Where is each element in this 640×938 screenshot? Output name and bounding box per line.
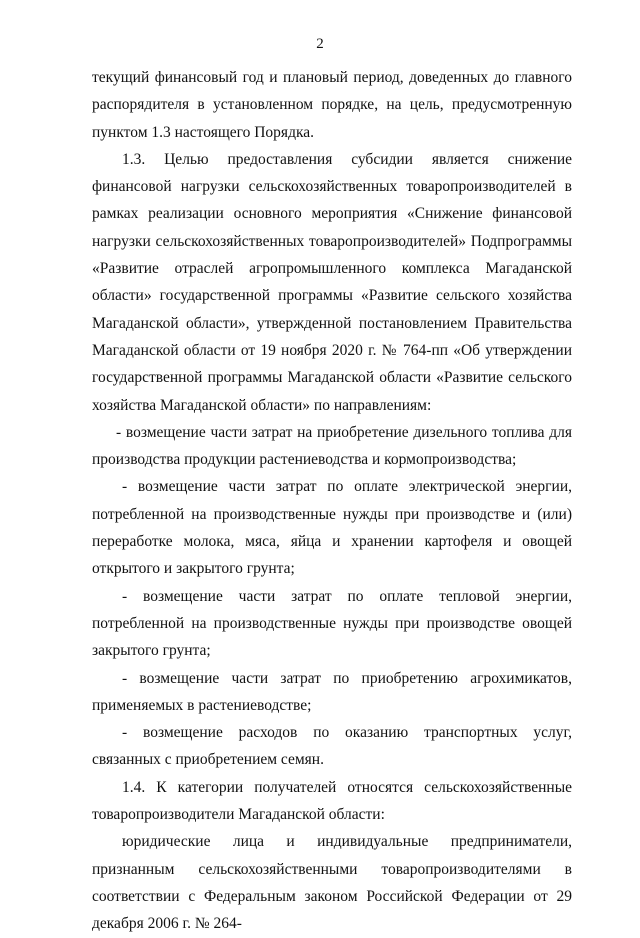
list-item-electricity: - возмещение части затрат по оплате электрической энергии, потребленной на производственные нужды при производстве и (или) переработке молока, мяса, яйца и хранении картофеля и овощей открытого и закрытого грунта; bbox=[92, 478, 572, 578]
page-number: 2 bbox=[316, 36, 324, 52]
list-item-heat: - возмещение части затрат по оплате тепловой энергии, потребленной на производственные нужды при производстве овощей закрытого грунта; bbox=[92, 587, 572, 660]
paragraph-recipients: юридические лица и индивидуальные предприниматели, признанным сельскохозяйственными товаропроизводителями в соответствии с Федеральным законом Российской Федерации от 29 декабря 2006 г. № 264- bbox=[92, 833, 572, 933]
list-item-agrochemicals: - возмещение части затрат по приобретению агрохимикатов, применяемых в растениеводстве; bbox=[92, 669, 572, 714]
paragraph-1-3: 1.3. Целью предоставления субсидии является снижение финансовой нагрузки сельскохозяйственных товаропроизводителей в рамках реализации основного мероприятия «Снижение финансовой нагрузки сельскохозяйственных товаропроизводителей» Подпрограммы «Развитие отраслей агропромышленного комплекса Магаданской области» государственной программы «Развитие сельского хозяйства Магаданской области», утвержденной постановлением Правительства Магаданской области от 19 ноября 2020 г. № 764-пп «Об утверждении государственной программы Магаданской области «Развитие сельского хозяйства Магаданской области» по направлениям: bbox=[92, 150, 572, 414]
document-body bbox=[92, 64, 572, 938]
paragraph-1-4: 1.4. К категории получателей относятся сельскохозяйственные товаропроизводители Магаданской области: bbox=[92, 778, 572, 824]
list-item-diesel: - возмещение части затрат на приобретение дизельного топлива для производства продукции растениеводства и кормопроизводства; bbox=[92, 423, 572, 469]
list-item-transport: - возмещение расходов по оказанию транспортных услуг, связанных с приобретением семян. bbox=[92, 724, 572, 769]
paragraph-continuation: текущий финансовый год и плановый период, доведенных до главного распорядителя в установленном порядке, на цель, предусмотренную пунктом 1.3 настоящего Порядка. bbox=[92, 69, 572, 141]
